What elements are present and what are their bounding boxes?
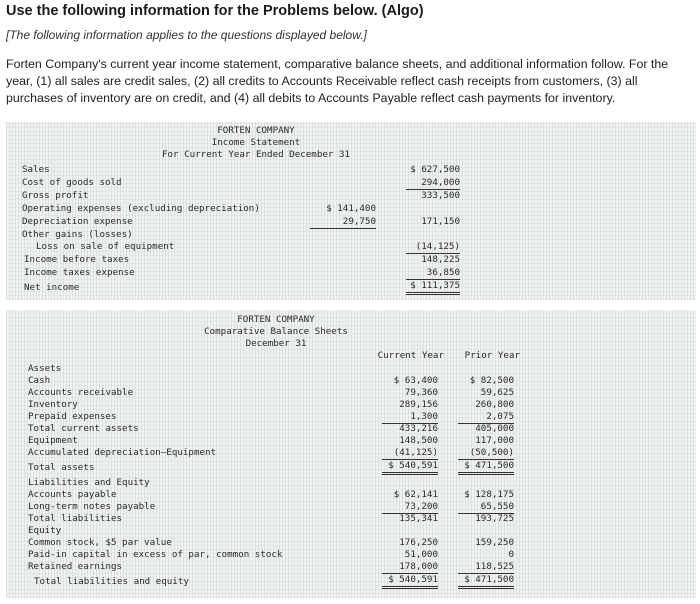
bs-row-label: Accounts payable: [28, 489, 117, 500]
is-row-mid: $ 141,400: [326, 203, 376, 214]
is-title: Income Statement: [211, 137, 301, 148]
is-row-amount: $ 627,500: [410, 164, 460, 175]
bs-section-label: Assets: [28, 363, 62, 374]
bs-row-label: Total assets: [28, 462, 95, 473]
bs-row-label: Total liabilities: [28, 513, 123, 524]
bs-row-current: $ 540,591: [382, 574, 438, 589]
bs-row-current: 1,300: [382, 411, 438, 424]
bs-row-current: 178,000: [382, 561, 438, 574]
bs-row-current: 79,360: [404, 387, 438, 398]
problem-heading: Use the following information for the Problems below. (Algo): [6, 3, 424, 19]
bs-row-prior: (50,500): [458, 447, 514, 460]
bs-company: FORTEN COMPANY: [237, 314, 315, 325]
is-company: FORTEN COMPANY: [217, 125, 295, 136]
bs-row-current: 51,000: [404, 549, 438, 560]
bs-col-prior: Prior Year: [464, 350, 520, 361]
bs-row-prior: 405,000: [475, 423, 514, 434]
bs-section-label: Liabilities and Equity: [28, 477, 150, 488]
bs-row-prior: $ 471,500: [458, 574, 514, 589]
bs-row-label: Retained earnings: [28, 561, 123, 572]
balance-sheet-image: [6, 310, 696, 598]
bs-row-prior: 59,625: [480, 387, 514, 398]
is-row-label: Operating expenses (excluding depreciation): [22, 203, 260, 214]
bs-row-label: Accumulated depreciation—Equipment: [28, 447, 217, 458]
problem-intro: Forten Company's current year income statement, comparative balance sheets, and additional information follow. For the year, (1) all sales are credit sales, (2) all credits to Accounts Receivable reflect cash receipts from customers, (3) all purchases of inventory are on credit, and (4) all debits to Accounts Payable reflect cash payments for inventory.: [6, 57, 669, 105]
bs-row-prior: 2,075: [458, 411, 514, 424]
bs-row-label: Cash: [28, 375, 51, 386]
bs-row-label: Equipment: [28, 435, 78, 446]
bs-row-label: Prepaid expenses: [28, 411, 117, 422]
is-row-label: Depreciation expense: [22, 216, 133, 227]
bs-row-current: 73,200: [382, 501, 438, 514]
is-row-amount: (14,125): [406, 241, 460, 254]
is-row-label: Other gains (losses): [22, 229, 133, 240]
bs-row-prior: 159,250: [475, 537, 514, 548]
is-row-amount: 36,850: [406, 267, 460, 280]
is-row-label: Net income: [24, 282, 80, 293]
bs-row-prior: $ 128,175: [464, 489, 514, 500]
is-period: For Current Year Ended December 31: [161, 149, 351, 160]
bs-row-prior: 193,725: [475, 513, 514, 524]
bs-row-label: Total current assets: [28, 423, 139, 434]
bs-row-prior: 0: [508, 549, 514, 560]
bs-col-current: Current Year: [377, 350, 444, 361]
bs-row-current: $ 62,141: [393, 489, 438, 500]
is-row-label: Gross profit: [22, 190, 89, 201]
bs-row-current: (41,125): [382, 447, 438, 460]
bs-row-prior: $ 82,500: [469, 375, 514, 386]
is-row-amount: 148,225: [421, 254, 460, 265]
problem-subheading: [The following information applies to the questions displayed below.]: [6, 28, 367, 42]
bs-period: December 31: [245, 338, 307, 349]
bs-row-current: 433,216: [399, 423, 438, 434]
bs-row-label: Paid-in capital in excess of par, common stock: [28, 549, 283, 560]
is-row-amount: 294,000: [406, 177, 460, 190]
is-row-mid: 29,750: [310, 216, 376, 229]
bs-row-current: $ 63,400: [393, 375, 438, 386]
bs-row-label: Accounts receivable: [28, 387, 134, 398]
is-row-label: Sales: [22, 164, 50, 175]
bs-row-current: 289,156: [399, 399, 438, 410]
bs-row-label: Total liabilities and equity: [34, 576, 189, 587]
bs-title: Comparative Balance Sheets: [204, 326, 348, 337]
bs-row-current: 135,341: [399, 513, 438, 524]
is-row-label: Cost of goods sold: [22, 177, 122, 188]
income-statement-image: [6, 122, 696, 300]
bs-row-prior: 65,550: [458, 501, 514, 514]
bs-row-prior: 117,000: [475, 435, 514, 446]
bs-row-label: Long-term notes payable: [28, 501, 156, 512]
bs-row-prior: $ 471,500: [458, 460, 514, 475]
bs-row-label: Common stock, $5 par value: [28, 537, 172, 548]
bs-section-label: Equity: [28, 525, 62, 536]
bs-row-prior: 118,525: [458, 561, 514, 574]
bs-row-prior: 260,800: [475, 399, 514, 410]
bs-row-current: 176,250: [399, 537, 438, 548]
bs-row-current: 148,500: [399, 435, 438, 446]
is-row-amount: 171,150: [421, 216, 460, 227]
bs-row-label: Inventory: [28, 399, 78, 410]
is-row-label: Income taxes expense: [24, 267, 135, 278]
is-row-label: Loss on sale of equipment: [36, 241, 175, 252]
is-row-label: Income before taxes: [24, 254, 130, 265]
is-row-amount: 333,500: [421, 190, 460, 201]
bs-row-current: $ 540,591: [382, 460, 438, 475]
is-row-amount: $ 111,375: [406, 280, 460, 295]
